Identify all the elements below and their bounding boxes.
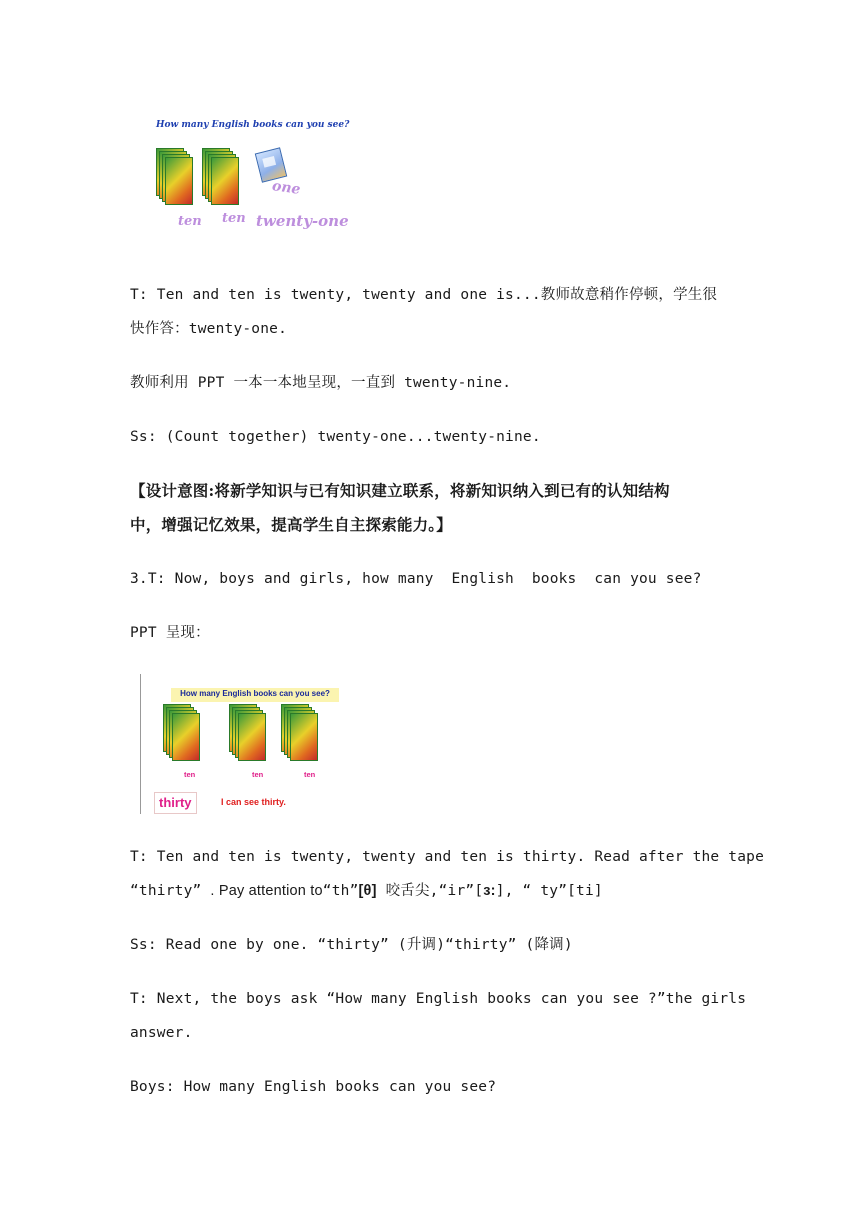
label-one: one [271, 178, 302, 198]
book-stack-image [281, 704, 319, 760]
label-ten: ten [178, 214, 202, 229]
book-stack-image [229, 704, 267, 760]
book-stack-image [156, 148, 194, 204]
text-line: Boys: How many English books can you see? [130, 1079, 497, 1095]
word-thirty: thirty [154, 792, 197, 814]
design-intent-line: 中，增强记忆效果，提高学生自主探索能力。】 [130, 515, 452, 534]
text-line: T: Ten and ten is twenty, twenty and one is...教师故意稍作停顿，学生很 [130, 287, 718, 303]
figure-question: How many English books can you see? [156, 120, 350, 130]
label-ten: ten [304, 770, 316, 779]
label-ten: ten [222, 211, 246, 226]
label-ten: ten [252, 770, 264, 779]
single-book-image [255, 147, 287, 182]
figure-thirty [140, 674, 361, 814]
text-line: Ss: (Count together) twenty-one...twenty-nine. [130, 429, 541, 445]
book-stack-image [163, 704, 201, 760]
sentence-i-can-see-thirty: I can see thirty. [221, 797, 286, 807]
figure-twenty-one [148, 112, 348, 242]
text-line: PPT 呈现： [130, 625, 210, 641]
figure-question: How many English books can you see? [180, 689, 330, 698]
text-line: Ss: Read one by one. “thirty” (升调)“thirty” (降调) [130, 937, 573, 953]
text-line: T: Ten and ten is twenty, twenty and ten is thirty. Read after the tape [130, 849, 765, 865]
text-line: 快作答：twenty-one. [130, 321, 288, 337]
text-line-mixed: “thirty” . Pay attention to“th”[θ] 咬舌尖,“ir”[ɜ:], “ ty”[ti] [130, 883, 603, 899]
text-line: 3.T: Now, boys and girls, how many English books can you see? [130, 571, 702, 587]
text-line: 教师利用 PPT 一本一本地呈现，一直到 twenty-nine. [130, 375, 512, 391]
text-line: T: Next, the boys ask “How many English books can you see ?”the girls [130, 991, 747, 1007]
figure-question-bar [171, 688, 339, 702]
design-intent-line: 【设计意图:将新学知识与已有知识建立联系，将新知识纳入到已有的认知结构 [130, 481, 670, 500]
text-line: answer. [130, 1025, 193, 1041]
book-stack-image [202, 148, 240, 204]
label-ten: ten [184, 770, 196, 779]
label-twenty-one: twenty-one [256, 212, 349, 230]
